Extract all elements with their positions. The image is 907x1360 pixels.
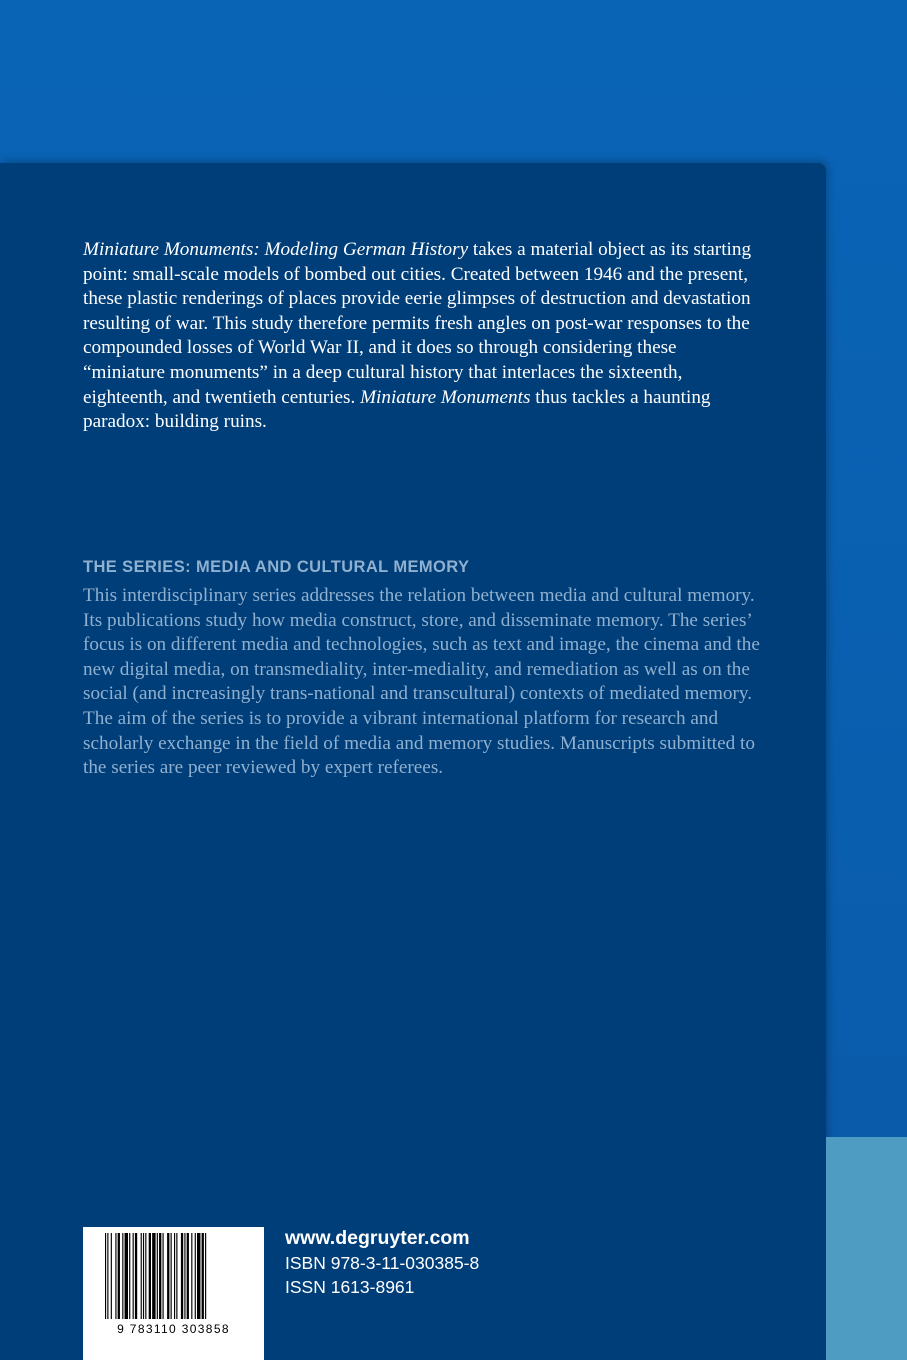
isbn: ISBN 978-3-11-030385-8 [285,1253,480,1273]
short-title-italic: Miniature Monuments [360,386,531,408]
barcode-icon [83,1227,264,1322]
accent-block [826,1137,907,1360]
description-text-2: thus tackles a haunting paradox: building ruins. [83,386,711,433]
book-description [83,238,763,435]
book-title-italic: Miniature Monuments: Modeling German History [83,239,469,260]
publisher-url[interactable]: www.degruyter.com [285,1227,470,1249]
series-heading: THE SERIES: MEDIA AND CULTURAL MEMORY [83,558,470,576]
barcode [83,1227,264,1360]
publisher-info [285,1225,479,1299]
description-text-1: takes a material object as its starting point: small-scale models of bombed out cities. Created between 1946 and the present, these plastic renderings of places provide eerie glimpses of destruction and devastation resulting of war. This study therefore permits fresh angles on post-war responses to the compounded losses of World War II, and it does so through considering these “miniature monuments” in a deep cultural history that interlaces the sixteenth, eighteenth, and twentieth centuries. [83,239,752,408]
barcode-digits: 9 783110 303858 [117,1322,230,1336]
series-description: This interdisciplinary series addresses the relation between media and cultural memory. Its publications study how media construct, store, and disseminate memory. The series’ focus is on different media and technologies, such as text and image, the cinema and the new digital media, on transmediality, inter-mediality, and remediation as well as on the social (and increasingly trans-national and transcultural) contexts of mediated memory. The aim of the series is to provide a vibrant international platform for research and scholarly exchange in the field of media and memory studies. Manuscripts submitted to the series are peer reviewed by expert referees. [83,585,760,779]
issn: ISSN 1613-8961 [285,1277,415,1297]
